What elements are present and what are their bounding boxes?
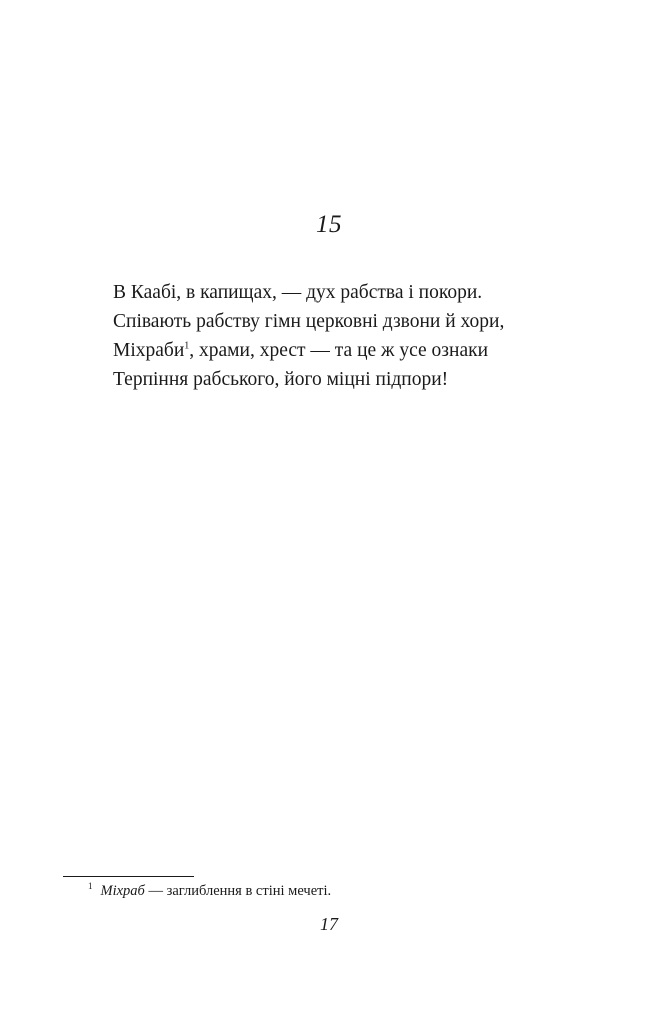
footnote-number: 1 — [88, 881, 93, 892]
footnote-reference-mark: 1 — [184, 340, 190, 352]
verse-line-1: В Каабі, в капищах, — дух рабства і покори. — [113, 282, 483, 303]
verse-line-3-end: , храми, хрест — та це ж усе ознаки — [189, 340, 489, 361]
footnote-term: Міхраб — [100, 883, 145, 899]
verse-line-3-start: Міхраби — [113, 340, 185, 361]
poem-stanza — [113, 278, 583, 394]
verse-line-2: Співають рабству гімн церковні дзвони й хори, — [113, 311, 505, 332]
footnote-separator — [63, 876, 194, 877]
page-number: 17 — [320, 914, 338, 934]
footnote-text: — заглиблення в стіні мечеті. — [144, 883, 332, 899]
poem-number: 15 — [316, 211, 342, 238]
verse-line-4: Терпіння рабського, його міцні підпори! — [113, 369, 449, 390]
footnote — [88, 883, 331, 900]
verse-line-3 — [113, 336, 583, 365]
